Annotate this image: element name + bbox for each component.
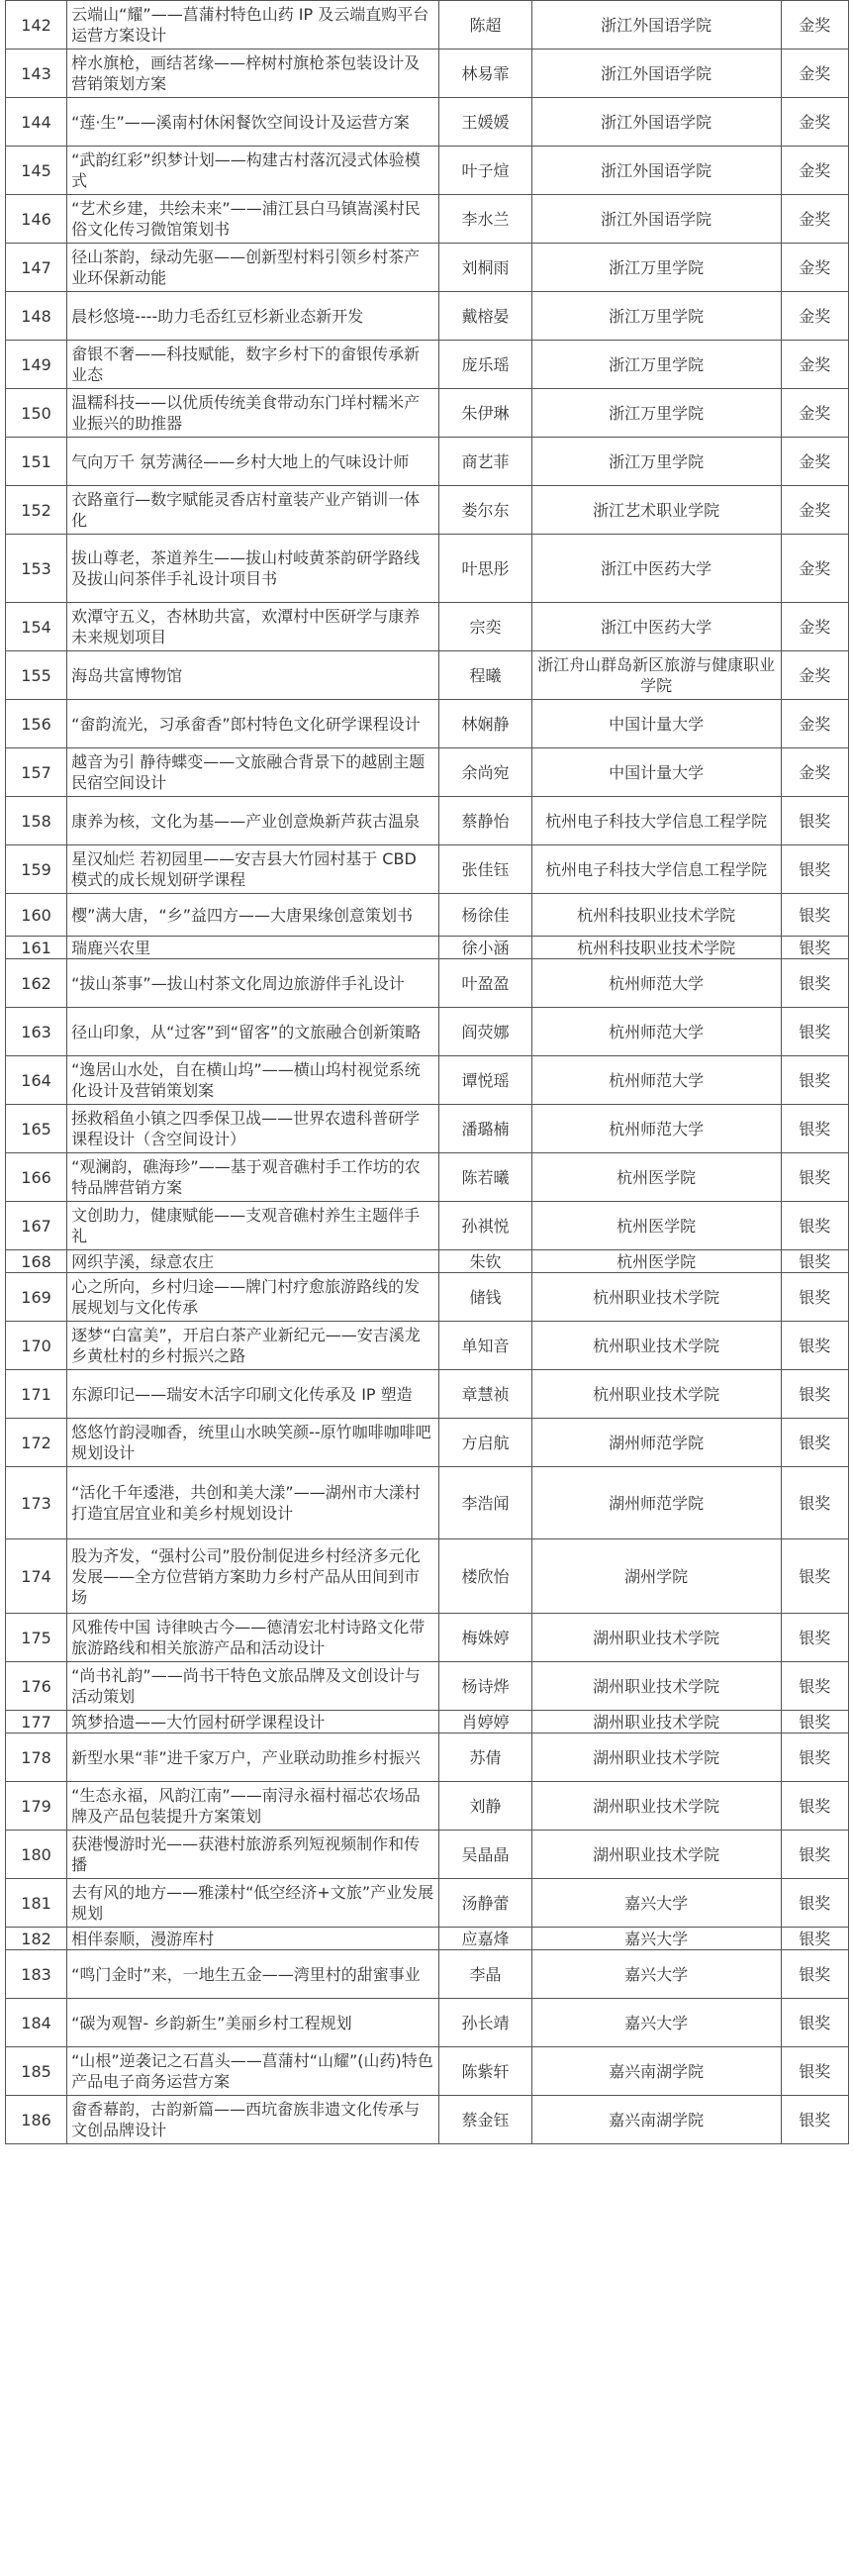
table-row xyxy=(6,50,849,98)
project-title: “生态永福，风韵江南”——南浔永福村福芯农场品牌及产品包装提升方案策划 xyxy=(67,1782,439,1831)
project-title: “活化千年逶港，共创和美大漾”——湖州市大漾村打造宜居宜业和美乡村规划设计 xyxy=(67,1467,439,1539)
row-number: 142 xyxy=(6,1,67,50)
school-name: 浙江万里学院 xyxy=(531,292,781,341)
award-level: 金奖 xyxy=(781,389,848,438)
student-name: 蔡金钰 xyxy=(439,2096,532,2144)
student-name: 梅姝婷 xyxy=(439,1614,532,1662)
student-name: 刘桐雨 xyxy=(439,244,532,292)
school-name: 中国计量大学 xyxy=(531,700,781,748)
row-number: 164 xyxy=(6,1056,67,1105)
award-level: 银奖 xyxy=(781,1202,848,1250)
award-level: 银奖 xyxy=(781,1999,848,2047)
award-level: 金奖 xyxy=(781,603,848,651)
award-level: 银奖 xyxy=(781,1950,848,1999)
table-row xyxy=(6,1539,849,1614)
table-row xyxy=(6,1734,849,1782)
row-number: 159 xyxy=(6,845,67,894)
award-level: 金奖 xyxy=(781,244,848,292)
student-name: 叶思彤 xyxy=(439,535,532,603)
project-title: 风雅传中国 诗律映古今——德清宏北村诗路文化带旅游路线和相关旅游产品和活动设计 xyxy=(67,1614,439,1662)
project-title: 气向万千 氛芳满径——乡村大地上的气味设计师 xyxy=(67,438,439,486)
project-title: 云端山“耀”——菖蒲村特色山药 IP 及云端直购平台运营方案设计 xyxy=(67,1,439,50)
award-level: 银奖 xyxy=(781,937,848,959)
student-name: 单知音 xyxy=(439,1322,532,1370)
row-number: 161 xyxy=(6,937,67,959)
project-title: 衣路童行—数字赋能灵香店村童装产业产销训一体化 xyxy=(67,486,439,535)
awards-table-body xyxy=(6,1,849,2144)
school-name: 浙江万里学院 xyxy=(531,438,781,486)
table-row xyxy=(6,1273,849,1322)
award-level: 银奖 xyxy=(781,1056,848,1105)
project-title: 网织芋溪，绿意农庄 xyxy=(67,1250,439,1273)
project-title: 悠悠竹韵浸咖香，统里山水映笑颜--原竹咖啡咖啡吧规划设计 xyxy=(67,1419,439,1467)
row-number: 144 xyxy=(6,98,67,147)
project-title: 越音为引 静待蝶变——文旅融合背景下的越剧主题民宿空间设计 xyxy=(67,748,439,797)
student-name: 李浩闻 xyxy=(439,1467,532,1539)
row-number: 167 xyxy=(6,1202,67,1250)
row-number: 152 xyxy=(6,486,67,535)
student-name: 叶盈盈 xyxy=(439,959,532,1008)
award-level: 银奖 xyxy=(781,894,848,937)
award-level: 银奖 xyxy=(781,1153,848,1202)
row-number: 149 xyxy=(6,341,67,389)
award-level: 银奖 xyxy=(781,1322,848,1370)
row-number: 150 xyxy=(6,389,67,438)
student-name: 李水兰 xyxy=(439,195,532,244)
table-row xyxy=(6,2047,849,2096)
row-number: 169 xyxy=(6,1273,67,1322)
student-name: 楼欣怡 xyxy=(439,1539,532,1614)
student-name: 孙长靖 xyxy=(439,1999,532,2047)
project-title: 拯救稻鱼小镇之四季保卫战——世界农遗科普研学课程设计（含空间设计） xyxy=(67,1105,439,1153)
student-name: 朱钦 xyxy=(439,1250,532,1273)
award-level: 银奖 xyxy=(781,1273,848,1322)
student-name: 叶子煊 xyxy=(439,147,532,195)
student-name: 戴榕晏 xyxy=(439,292,532,341)
project-title: 欢潭守五义，杏林助共富，欢潭村中医研学与康养未来规划项目 xyxy=(67,603,439,651)
award-level: 银奖 xyxy=(781,1250,848,1273)
table-row xyxy=(6,1105,849,1153)
table-row xyxy=(6,845,849,894)
project-title: 心之所向，乡村归途——牌门村疗愈旅游路线的发展规划与文化传承 xyxy=(67,1273,439,1322)
school-name: 杭州医学院 xyxy=(531,1153,781,1202)
award-level: 银奖 xyxy=(781,2047,848,2096)
student-name: 苏倩 xyxy=(439,1734,532,1782)
table-row xyxy=(6,1056,849,1105)
student-name: 林娴静 xyxy=(439,700,532,748)
award-level: 银奖 xyxy=(781,2096,848,2144)
award-level: 金奖 xyxy=(781,438,848,486)
school-name: 湖州职业技术学院 xyxy=(531,1614,781,1662)
school-name: 湖州学院 xyxy=(531,1539,781,1614)
award-level: 银奖 xyxy=(781,1831,848,1879)
table-row xyxy=(6,195,849,244)
student-name: 陈超 xyxy=(439,1,532,50)
project-title: 筑梦拾遗——大竹园村研学课程设计 xyxy=(67,1711,439,1734)
school-name: 杭州科技职业技术学院 xyxy=(531,937,781,959)
award-level: 金奖 xyxy=(781,1,848,50)
table-row xyxy=(6,1370,849,1419)
project-title: 股为齐发，“强村公司”股份制促进乡村经济多元化发展——全方位营销方案助力乡村产品从田间到市场 xyxy=(67,1539,439,1614)
award-level: 银奖 xyxy=(781,1539,848,1614)
table-row xyxy=(6,1153,849,1202)
project-title: “鸣门金时”来，一地生五金——湾里村的甜蜜事业 xyxy=(67,1950,439,1999)
award-level: 银奖 xyxy=(781,1734,848,1782)
table-row xyxy=(6,1322,849,1370)
table-row xyxy=(6,535,849,603)
school-name: 杭州师范大学 xyxy=(531,1056,781,1105)
school-name: 杭州师范大学 xyxy=(531,1008,781,1056)
table-row xyxy=(6,937,849,959)
award-level: 金奖 xyxy=(781,651,848,700)
row-number: 181 xyxy=(6,1879,67,1928)
school-name: 湖州职业技术学院 xyxy=(531,1711,781,1734)
school-name: 浙江外国语学院 xyxy=(531,195,781,244)
student-name: 王媛媛 xyxy=(439,98,532,147)
school-name: 湖州职业技术学院 xyxy=(531,1831,781,1879)
award-level: 金奖 xyxy=(781,292,848,341)
award-level: 银奖 xyxy=(781,1419,848,1467)
student-name: 庞乐瑶 xyxy=(439,341,532,389)
award-level: 银奖 xyxy=(781,1105,848,1153)
student-name: 方启航 xyxy=(439,1419,532,1467)
school-name: 嘉兴大学 xyxy=(531,1928,781,1950)
school-name: 嘉兴大学 xyxy=(531,1999,781,2047)
project-title: 逐梦“白富美”，开启白茶产业新纪元——安吉溪龙乡黄杜村的乡村振兴之路 xyxy=(67,1322,439,1370)
table-row xyxy=(6,1467,849,1539)
row-number: 158 xyxy=(6,797,67,845)
award-level: 金奖 xyxy=(781,700,848,748)
school-name: 浙江艺术职业学院 xyxy=(531,486,781,535)
award-level: 银奖 xyxy=(781,1614,848,1662)
student-name: 陈紫轩 xyxy=(439,2047,532,2096)
table-row xyxy=(6,603,849,651)
project-title: 东源印记——瑞安木活字印刷文化传承及 IP 塑造 xyxy=(67,1370,439,1419)
student-name: 肖婷婷 xyxy=(439,1711,532,1734)
project-title: “莲·生”——溪南村休闲餐饮空间设计及运营方案 xyxy=(67,98,439,147)
student-name: 章慧祯 xyxy=(439,1370,532,1419)
project-title: “拔山茶事”—拔山村茶文化周边旅游伴手礼设计 xyxy=(67,959,439,1008)
school-name: 杭州职业技术学院 xyxy=(531,1322,781,1370)
school-name: 杭州师范大学 xyxy=(531,1105,781,1153)
project-title: 畲银不奢——科技赋能，数字乡村下的畲银传承新业态 xyxy=(67,341,439,389)
school-name: 湖州职业技术学院 xyxy=(531,1662,781,1711)
school-name: 杭州电子科技大学信息工程学院 xyxy=(531,845,781,894)
school-name: 浙江外国语学院 xyxy=(531,98,781,147)
student-name: 刘静 xyxy=(439,1782,532,1831)
school-name: 浙江万里学院 xyxy=(531,389,781,438)
table-row xyxy=(6,438,849,486)
school-name: 浙江舟山群岛新区旅游与健康职业学院 xyxy=(531,651,781,700)
table-row xyxy=(6,1831,849,1879)
student-name: 储钱 xyxy=(439,1273,532,1322)
student-name: 孙祺悦 xyxy=(439,1202,532,1250)
row-number: 173 xyxy=(6,1467,67,1539)
student-name: 商艺菲 xyxy=(439,438,532,486)
student-name: 谭悦瑶 xyxy=(439,1056,532,1105)
row-number: 179 xyxy=(6,1782,67,1831)
project-title: 文创助力，健康赋能——支观音礁村养生主题伴手礼 xyxy=(67,1202,439,1250)
award-level: 金奖 xyxy=(781,748,848,797)
school-name: 中国计量大学 xyxy=(531,748,781,797)
school-name: 杭州科技职业技术学院 xyxy=(531,894,781,937)
student-name: 吴晶晶 xyxy=(439,1831,532,1879)
row-number: 154 xyxy=(6,603,67,651)
award-level: 银奖 xyxy=(781,1008,848,1056)
award-level: 金奖 xyxy=(781,535,848,603)
row-number: 147 xyxy=(6,244,67,292)
project-title: “畲韵流光，习承畲香”郎村特色文化研学课程设计 xyxy=(67,700,439,748)
table-row xyxy=(6,292,849,341)
student-name: 阎荧娜 xyxy=(439,1008,532,1056)
table-row xyxy=(6,1928,849,1950)
row-number: 178 xyxy=(6,1734,67,1782)
award-level: 银奖 xyxy=(781,1662,848,1711)
award-level: 银奖 xyxy=(781,1711,848,1734)
row-number: 172 xyxy=(6,1419,67,1467)
project-title: 拔山尊老，茶道养生——拔山村岐黄茶韵研学路线及拔山问茶伴手礼设计项目书 xyxy=(67,535,439,603)
table-row xyxy=(6,1419,849,1467)
award-level: 银奖 xyxy=(781,1879,848,1928)
student-name: 杨诗烨 xyxy=(439,1662,532,1711)
student-name: 陈若曦 xyxy=(439,1153,532,1202)
award-level: 金奖 xyxy=(781,147,848,195)
project-title: 海岛共富博物馆 xyxy=(67,651,439,700)
table-row xyxy=(6,748,849,797)
student-name: 余尚宛 xyxy=(439,748,532,797)
student-name: 张佳钰 xyxy=(439,845,532,894)
row-number: 151 xyxy=(6,438,67,486)
table-row xyxy=(6,1008,849,1056)
table-row xyxy=(6,486,849,535)
table-row xyxy=(6,700,849,748)
row-number: 186 xyxy=(6,2096,67,2144)
row-number: 160 xyxy=(6,894,67,937)
table-row xyxy=(6,1879,849,1928)
table-row xyxy=(6,894,849,937)
school-name: 嘉兴南湖学院 xyxy=(531,2047,781,2096)
row-number: 175 xyxy=(6,1614,67,1662)
row-number: 168 xyxy=(6,1250,67,1273)
project-title: “逸居山水处，自在横山坞”——横山坞村视觉系统化设计及营销策划案 xyxy=(67,1056,439,1105)
table-row xyxy=(6,244,849,292)
school-name: 杭州医学院 xyxy=(531,1250,781,1273)
student-name: 杨徐佳 xyxy=(439,894,532,937)
student-name: 娄尔东 xyxy=(439,486,532,535)
award-level: 金奖 xyxy=(781,486,848,535)
project-title: 星汉灿烂 若初园里——安吉县大竹园村基于 CBD 模式的成长规划研学课程 xyxy=(67,845,439,894)
student-name: 潘璐楠 xyxy=(439,1105,532,1153)
row-number: 166 xyxy=(6,1153,67,1202)
row-number: 180 xyxy=(6,1831,67,1879)
award-level: 金奖 xyxy=(781,341,848,389)
award-level: 银奖 xyxy=(781,1928,848,1950)
award-level: 金奖 xyxy=(781,50,848,98)
project-title: 相伴泰顺，漫游库村 xyxy=(67,1928,439,1950)
project-title: 梓水旗枪，画结茗缘——梓树村旗枪茶包装设计及营销策划方案 xyxy=(67,50,439,98)
project-title: 去有风的地方——雅漾村“低空经济+文旅”产业发展规划 xyxy=(67,1879,439,1928)
award-level: 银奖 xyxy=(781,845,848,894)
project-title: “观澜韵，礁海珍”——基于观音礁村手工作坊的农特品牌营销方案 xyxy=(67,1153,439,1202)
project-title: 康养为核，文化为基——产业创意焕新芦荻古温泉 xyxy=(67,797,439,845)
school-name: 浙江万里学院 xyxy=(531,244,781,292)
project-title: “艺术乡建，共绘未来”——浦江县白马镇嵩溪村民俗文化传习微馆策划书 xyxy=(67,195,439,244)
project-title: “山根”逆袭记之石菖头——菖蒲村“山耀”(山药)特色产品电子商务运营方案 xyxy=(67,2047,439,2096)
project-title: “武韵红彩”织梦计划——构建古村落沉浸式体验模式 xyxy=(67,147,439,195)
school-name: 湖州师范学院 xyxy=(531,1467,781,1539)
award-level: 金奖 xyxy=(781,195,848,244)
row-number: 156 xyxy=(6,700,67,748)
table-row xyxy=(6,389,849,438)
row-number: 165 xyxy=(6,1105,67,1153)
row-number: 163 xyxy=(6,1008,67,1056)
school-name: 湖州职业技术学院 xyxy=(531,1782,781,1831)
table-row xyxy=(6,2096,849,2144)
table-row xyxy=(6,1202,849,1250)
school-name: 浙江中医药大学 xyxy=(531,603,781,651)
row-number: 145 xyxy=(6,147,67,195)
table-row xyxy=(6,1614,849,1662)
student-name: 蔡静怡 xyxy=(439,797,532,845)
student-name: 林易霏 xyxy=(439,50,532,98)
school-name: 湖州师范学院 xyxy=(531,1419,781,1467)
school-name: 杭州师范大学 xyxy=(531,959,781,1008)
row-number: 174 xyxy=(6,1539,67,1614)
table-row xyxy=(6,651,849,700)
table-row xyxy=(6,797,849,845)
project-title: “碳为观智- 乡韵新生”美丽乡村工程规划 xyxy=(67,1999,439,2047)
row-number: 182 xyxy=(6,1928,67,1950)
project-title: “尚书礼韵”——尚书干特色文旅品牌及文创设计与活动策划 xyxy=(67,1662,439,1711)
award-level: 银奖 xyxy=(781,1782,848,1831)
table-row xyxy=(6,1782,849,1831)
row-number: 148 xyxy=(6,292,67,341)
student-name: 应嘉烽 xyxy=(439,1928,532,1950)
student-name: 程曦 xyxy=(439,651,532,700)
awards-table xyxy=(5,0,849,2144)
table-row xyxy=(6,1250,849,1273)
table-row xyxy=(6,98,849,147)
row-number: 157 xyxy=(6,748,67,797)
school-name: 嘉兴大学 xyxy=(531,1879,781,1928)
project-title: 畲香幕韵，古韵新篇——西坑畲族非遗文化传承与文创品牌设计 xyxy=(67,2096,439,2144)
school-name: 湖州职业技术学院 xyxy=(531,1734,781,1782)
table-row xyxy=(6,1662,849,1711)
school-name: 浙江外国语学院 xyxy=(531,1,781,50)
table-row xyxy=(6,1,849,50)
award-level: 金奖 xyxy=(781,98,848,147)
student-name: 徐小涵 xyxy=(439,937,532,959)
project-title: 新型水果“菲”进千家万户，产业联动助推乡村振兴 xyxy=(67,1734,439,1782)
row-number: 146 xyxy=(6,195,67,244)
award-level: 银奖 xyxy=(781,797,848,845)
school-name: 杭州电子科技大学信息工程学院 xyxy=(531,797,781,845)
project-title: 径山印象，从“过客”到“留客”的文旅融合创新策略 xyxy=(67,1008,439,1056)
table-row xyxy=(6,959,849,1008)
row-number: 184 xyxy=(6,1999,67,2047)
row-number: 153 xyxy=(6,535,67,603)
row-number: 170 xyxy=(6,1322,67,1370)
school-name: 嘉兴南湖学院 xyxy=(531,2096,781,2144)
table-row xyxy=(6,1999,849,2047)
school-name: 杭州医学院 xyxy=(531,1202,781,1250)
table-row xyxy=(6,147,849,195)
row-number: 177 xyxy=(6,1711,67,1734)
school-name: 杭州职业技术学院 xyxy=(531,1273,781,1322)
school-name: 嘉兴大学 xyxy=(531,1950,781,1999)
project-title: 瑞鹿兴农里 xyxy=(67,937,439,959)
award-level: 银奖 xyxy=(781,1370,848,1419)
row-number: 185 xyxy=(6,2047,67,2096)
student-name: 汤静蕾 xyxy=(439,1879,532,1928)
table-row xyxy=(6,1950,849,1999)
school-name: 浙江中医药大学 xyxy=(531,535,781,603)
project-title: 温糯科技——以优质传统美食带动东门垟村糯米产业振兴的助推器 xyxy=(67,389,439,438)
row-number: 171 xyxy=(6,1370,67,1419)
school-name: 浙江万里学院 xyxy=(531,341,781,389)
row-number: 176 xyxy=(6,1662,67,1711)
student-name: 朱伊琳 xyxy=(439,389,532,438)
school-name: 浙江外国语学院 xyxy=(531,147,781,195)
award-level: 银奖 xyxy=(781,959,848,1008)
row-number: 183 xyxy=(6,1950,67,1999)
table-row xyxy=(6,1711,849,1734)
project-title: 径山茶韵，绿动先驱——创新型村料引领乡村茶产业环保新动能 xyxy=(67,244,439,292)
row-number: 155 xyxy=(6,651,67,700)
student-name: 李晶 xyxy=(439,1950,532,1999)
row-number: 162 xyxy=(6,959,67,1008)
school-name: 浙江外国语学院 xyxy=(531,50,781,98)
table-row xyxy=(6,341,849,389)
school-name: 杭州职业技术学院 xyxy=(531,1370,781,1419)
project-title: 获港慢游时光——获港村旅游系列短视频制作和传播 xyxy=(67,1831,439,1879)
project-title: 樱”满大唐，“乡”益四方——大唐果缘创意策划书 xyxy=(67,894,439,937)
student-name: 宗奕 xyxy=(439,603,532,651)
project-title: 晨杉悠境----助力毛岙红豆杉新业态新开发 xyxy=(67,292,439,341)
award-level: 银奖 xyxy=(781,1467,848,1539)
row-number: 143 xyxy=(6,50,67,98)
